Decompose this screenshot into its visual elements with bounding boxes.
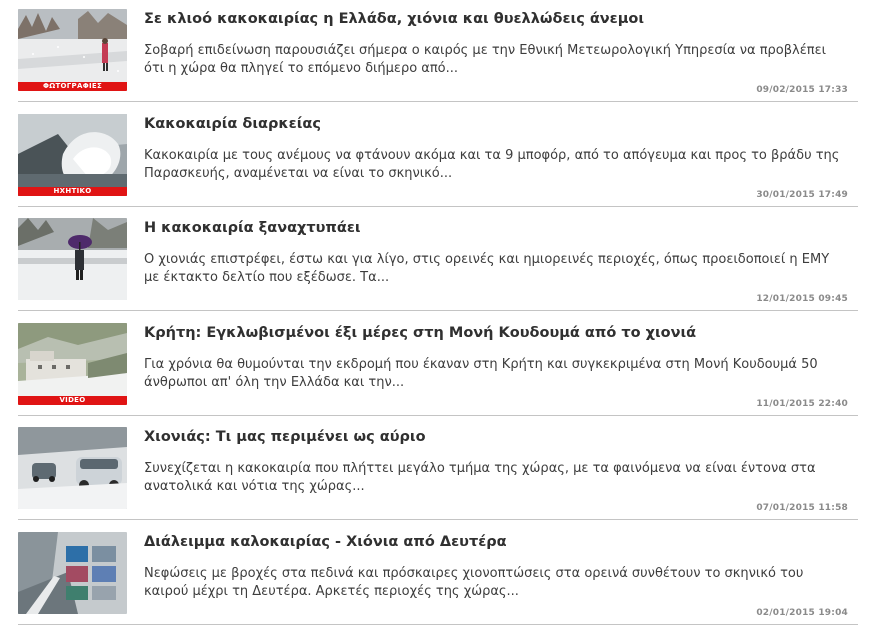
divider [18,415,858,416]
news-item[interactable] [0,0,874,104]
article-date: 07/01/2015 11:58 [756,503,848,513]
divider [18,101,858,102]
umbrella-snow-photo [18,218,127,300]
article-date: 11/01/2015 22:40 [756,398,848,409]
divider [18,310,858,311]
divider [18,624,858,625]
snowy-road-weather-map-photo [18,532,127,614]
article-summary: Κακοκαιρία με τους ανέμους να φτάνουν ακόμα και τα 9 μποφόρ, από το απόγευμα και προς το βράδυ της Παρασκευής, αναμένεται να είναι το σκηνικό... [144,147,840,181]
media-badge: VIDEO [18,396,127,405]
monastery-snow-photo [18,323,127,405]
storm-waves-photo [18,114,127,196]
article-summary: Νεφώσεις με βροχές στα πεδινά και πρόσκαιρες χιονοπτώσεις στα ορεινά συνθέτουν το σκηνικό του καιρού μέχρι τη Δευτέρα. Αρκετές περιοχές της χώρας... [144,565,804,599]
article-date: 02/01/2015 19:04 [756,607,848,618]
news-item[interactable] [0,418,874,522]
article-thumbnail[interactable] [18,532,127,614]
article-summary: Για χρόνια θα θυμούνται την εκδρομή που έκαναν στη Κρήτη και συγκεκριμένα στη Μονή Κουδουμά 50 άνθρωποι απ' όλη την Ελλάδα και την... [144,356,818,390]
media-badge: ΗΧΗΤΙΚΟ [18,187,127,196]
article-thumbnail[interactable] [18,323,127,405]
article-summary: Συνεχίζεται η κακοκαιρία που πλήττει μεγάλο τμήμα της χώρας, με τα φαινόμενα να είναι έντονα στα ανατολικά και νότια της χώρας... [144,461,816,494]
article-title[interactable]: Κακοκαιρία διαρκείας [144,115,321,132]
snow-street-photo [18,9,127,91]
article-date: 09/02/2015 17:33 [756,85,848,95]
news-item[interactable] [0,314,874,418]
article-title[interactable]: Χιονιάς: Τι μας περιμένει ως αύριο [144,429,426,445]
divider [18,519,858,520]
article-title[interactable]: Κρήτη: Εγκλωβισμένοι έξι μέρες στη Μονή Κουδουμά από το χιονιά [144,324,697,341]
article-title[interactable]: Διάλειμμα καλοκαιρίας - Χιόνια από Δευτέρα [144,533,507,550]
article-summary: Σοβαρή επιδείνωση παρουσιάζει σήμερα ο καιρός με την Εθνική Μετεωρολογική Υπηρεσία να προβλέπει ότι η χώρα θα πληγεί το επόμενο διήμερο από... [144,43,827,76]
article-thumbnail[interactable] [18,427,127,509]
article-title[interactable]: Σε κλιοό κακοκαιρίας η Ελλάδα, χιόνια και θυελλώδεις άνεμοι [144,11,645,27]
news-item[interactable] [0,523,874,627]
article-summary: Ο χιονιάς επιστρέφει, έστω και για λίγο, στις ορεινές και ημιορεινές περιοχές, όπως προειδοποιεί η ΕΜΥ με έκτακτο δελτίο που εξέδωσε. Τα... [144,252,830,285]
article-date: 30/01/2015 17:49 [756,189,848,200]
article-thumbnail[interactable] [18,114,127,196]
article-date: 12/01/2015 09:45 [756,294,848,304]
divider [18,206,858,207]
article-title[interactable]: Η κακοκαιρία ξαναχτυπάει [144,220,361,236]
article-thumbnail[interactable] [18,218,127,300]
article-thumbnail[interactable] [18,9,127,91]
news-item[interactable] [0,209,874,313]
news-item[interactable] [0,105,874,209]
media-badge: ΦΩΤΟΓΡΑΦΙΕΣ [18,82,127,91]
snowy-cars-photo [18,427,127,509]
